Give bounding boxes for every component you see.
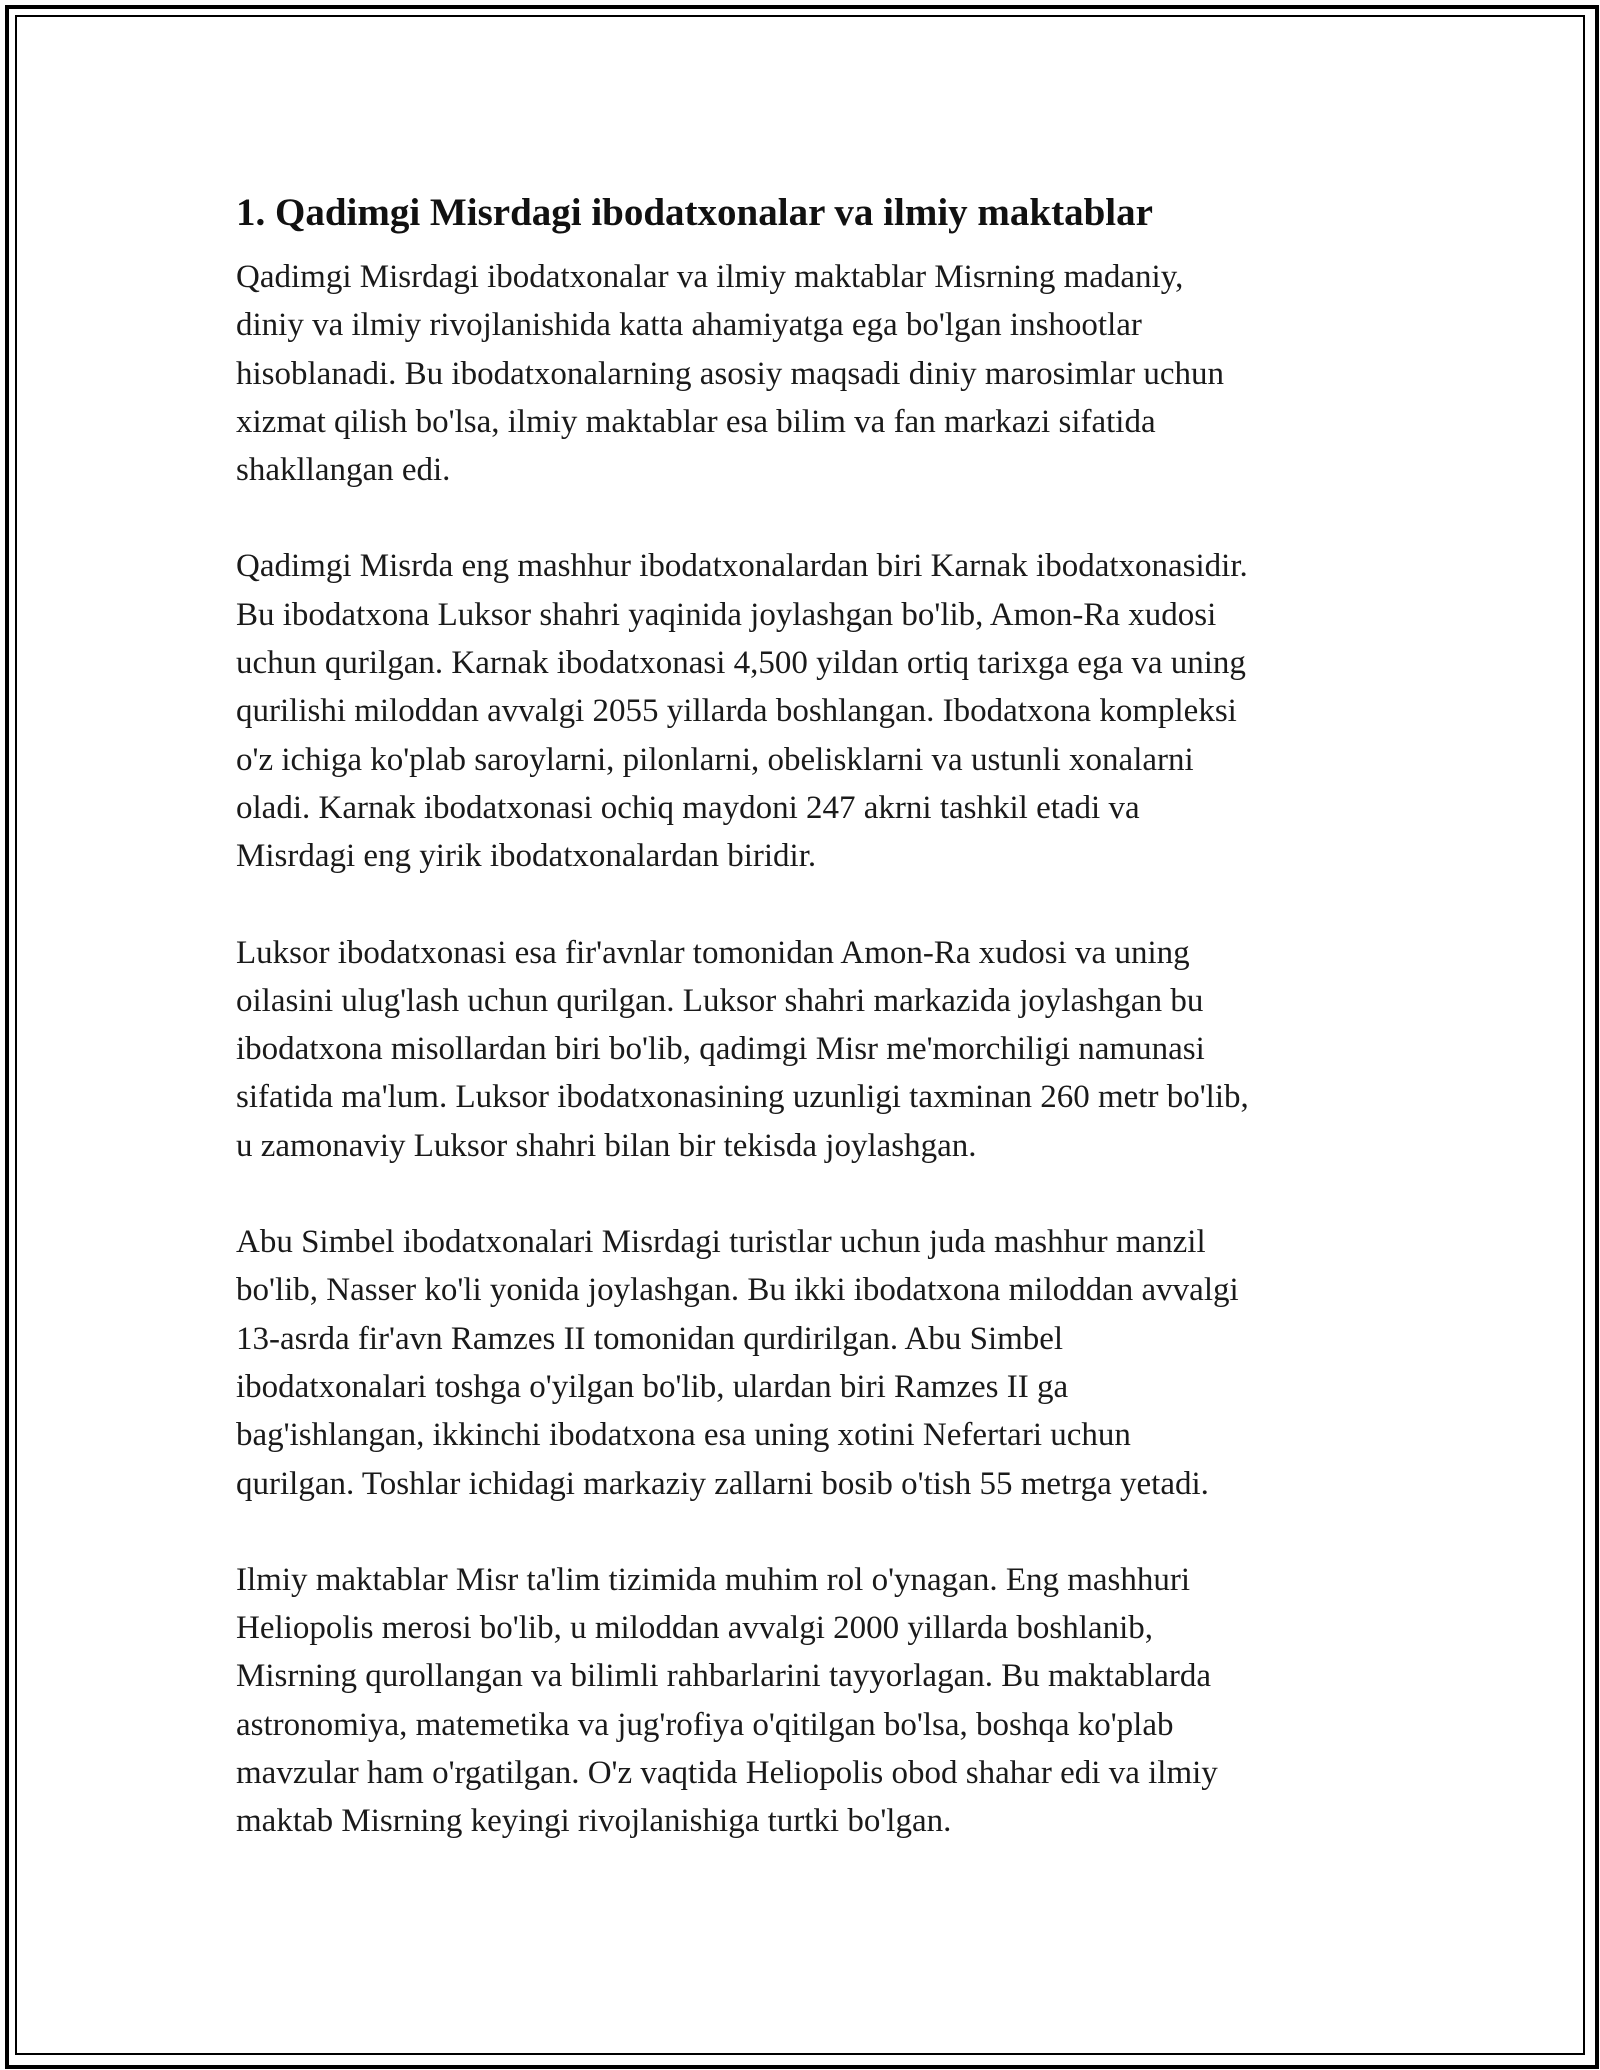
text-line: hisoblanadi. Bu ibodatxonalarning asosiy maqsadi diniy marosimlar uchun [236,355,1225,392]
text-line: ibodatxona misollardan biri bo'lib, qadimgi Misr me'morchiligi namunasi [236,1031,1205,1068]
text-line: Luksor ibodatxonasi esa fir'avnlar tomonidan Amon-Ra xudosi va uning [236,934,1190,971]
text-line: oladi. Karnak ibodatxonasi ochiq maydoni 247 akrni tashkil etadi va [236,789,1140,826]
text-line: Qadimgi Misrdagi ibodatxonalar va ilmiy maktablar Misrning madaniy, [236,259,1184,295]
text-line: Bu ibodatxona Luksor shahri yaqinida joylashgan bo'lib, Amon-Ra xudosi [236,596,1217,633]
text-line: uchun qurilgan. Karnak ibodatxonasi 4,500 yildan ortiq tarixga ega va uning [236,645,1246,682]
paragraph-abu-simbel [236,1218,1376,1508]
text-line: sifatida ma'lum. Luksor ibodatxonasining uzunligi taxminan 260 metr bo'lib, [236,1079,1249,1116]
text-line: oilasini ulug'lash uchun qurilgan. Luksor shahri markazida joylashgan bu [236,982,1204,1019]
text-line: bag'ishlangan, ikkinchi ibodatxona esa uning xotini Nefertari uchun [236,1417,1131,1454]
text-line: u zamonaviy Luksor shahri bilan bir tekisda joylashgan. [236,1127,977,1164]
text-line: mavzular ham o'rgatilgan. O'z vaqtida Heliopolis obod shahar edi va ilmiy [236,1755,1218,1792]
paragraph-karnak [236,542,1376,880]
text-line: qurilishi miloddan avvalgi 2055 yillarda boshlangan. Ibodatxona kompleksi [236,693,1237,730]
text-line: diniy va ilmiy rivojlanishida katta ahamiyatga ega bo'lgan inshootlar [236,307,1142,344]
text-line: qurilgan. Toshlar ichidagi markaziy zallarni bosib o'tish 55 metrga yetadi. [236,1465,1209,1502]
text-line: bo'lib, Nasser ko'li yonida joylashgan. Bu ikki ibodatxona miloddan avvalgi [236,1272,1239,1309]
text-line: Qadimgi Misrda eng mashhur ibodatxonalardan biri Karnak ibodatxonasidir. [236,548,1248,585]
text-line: xizmat qilish bo'lsa, ilmiy maktablar esa bilim va fan markazi sifatida [236,403,1156,440]
text-line: ibodatxonalari toshga o'yilgan bo'lib, ulardan biri Ramzes II ga [236,1368,1069,1405]
text-line: maktab Misrning keyingi rivojlanishiga turtki bo'lgan. [236,1803,952,1840]
text-line: Heliopolis merosi bo'lib, u miloddan avvalgi 2000 yillarda boshlanib, [236,1610,1153,1647]
document-body [236,183,1376,1894]
text-line: Ilmiy maktablar Misr ta'lim tizimida muhim rol o'ynagan. Eng mashhuri [236,1561,1191,1598]
text-line: Misrning qurollangan va bilimli rahbarlarini tayyorlagan. Bu maktablarda [236,1658,1212,1695]
page-title: 1. Qadimgi Misrdagi ibodatxonalar va ilmiy maktablar [236,191,1153,234]
text-line: Abu Simbel ibodatxonalari Misrdagi turistlar uchun juda mashhur manzil [236,1224,1206,1261]
text-line: o'z ichiga ko'plab saroylarni, pilonlarni, obelisklarni va ustunli xonalarni [236,741,1194,778]
paragraph-luksor [236,929,1376,1170]
text-line: shakllangan edi. [236,452,451,489]
text-line: 13-asrda fir'avn Ramzes II tomonidan qurdirilgan. Abu Simbel [236,1320,1064,1357]
text-line: astronomiya, matemetika va jug'rofiya o'qitilgan bo'lsa, boshqa ko'plab [236,1706,1174,1743]
paragraph-intro [236,253,1376,494]
text-line: Misrdagi eng yirik ibodatxonalardan biridir. [236,838,817,875]
paragraph-ilmiy-maktablar [236,1556,1376,1846]
